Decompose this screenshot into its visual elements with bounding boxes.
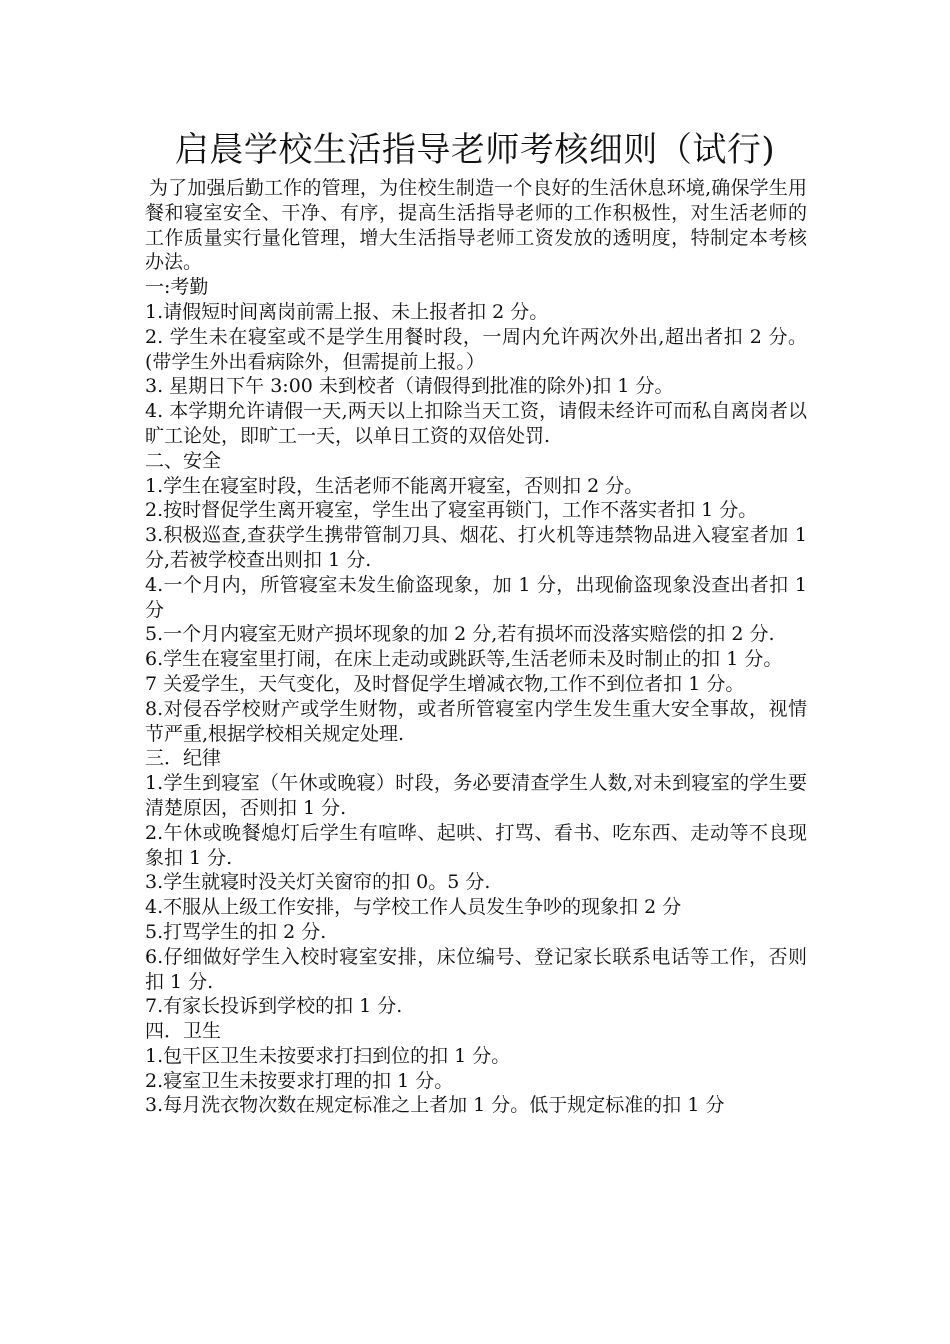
rule-item: 5.一个月内寝室无财产损坏现象的加 2 分,若有损坏而没落实赔偿的扣 2 分. (145, 623, 775, 646)
rule-item: 3.积极巡查,查获学生携带管制刀具、烟花、打火机等违禁物品进入寝室者加 1 分,若被学校查出则扣 1 分. (145, 524, 807, 571)
rule-item: 4.一个月内，所管寝室未发生偷盗现象，加 1 分，出现偷盗现象没查出者扣 1 分 (145, 573, 807, 621)
section-heading: 一:考勤 (145, 276, 209, 299)
section-hygiene (145, 1019, 807, 1118)
rule-item: 1.学生在寝室时段，生活老师不能离开寝室，否则扣 2 分。 (145, 474, 644, 497)
rule-item: 2.午休或晚餐熄灯后学生有喧哗、起哄、打骂、看书、吃东西、走动等不良现象扣 1 分. (145, 821, 807, 869)
document-title: 启晨学校生活指导老师考核细则（试行) (174, 130, 776, 170)
rule-item: 1.请假短时间离岗前需上报、未上报者扣 2 分。 (145, 300, 549, 323)
rule-item: 7.有家长投诉到学校的扣 1 分. (145, 995, 403, 1018)
section-discipline (145, 746, 807, 1019)
document-body (145, 176, 807, 1118)
section-attendance (145, 275, 807, 449)
rule-item: 2.寝室卫生未按要求打理的扣 1 分。 (145, 1069, 454, 1092)
rule-item: 1.包干区卫生未按要求打扫到位的扣 1 分。 (145, 1044, 511, 1067)
rule-item: 6.学生在寝室里打闹，在床上走动或跳跃等,生活老师未及时制止的扣 1 分。 (145, 648, 783, 671)
section-heading: 二、安全 (145, 449, 222, 472)
rule-item: 6.仔细做好学生入校时寝室安排，床位编号、登记家长联系电话等工作，否则扣 1 分. (145, 945, 807, 993)
section-safety (145, 449, 807, 747)
rule-item: 8.对侵吞学校财产或学生财物，或者所管寝室内学生发生重大安全事故，视情节严重,根据学校相关规定处理. (145, 697, 807, 745)
rule-item: 3.每月洗衣物次数在规定标准之上者加 1 分。低于规定标准的扣 1 分 (145, 1094, 725, 1117)
rule-item: 7 关爱学生，天气变化，及时督促学生增减衣物,工作不到位者扣 1 分。 (145, 672, 745, 695)
rule-item: 3.学生就寝时没关灯关窗帘的扣 0。5 分. (145, 871, 491, 894)
section-heading: 四．卫生 (145, 1020, 222, 1043)
rule-item: 2.按时督促学生离开寝室，学生出了寝室再锁门，工作不落实者扣 1 分。 (145, 499, 758, 522)
rule-item: 5.打骂学生的扣 2 分. (145, 920, 327, 943)
section-heading: 三．纪律 (145, 747, 222, 770)
rule-item: 4. 本学期允许请假一天,两天以上扣除当天工资，请假未经许可而私自离岗者以旷工论处，即旷工一天，以单日工资的双倍处罚. (145, 400, 807, 447)
rule-item: 3. 星期日下午 3:00 未到校者（请假得到批准的除外)扣 1 分。 (145, 375, 674, 398)
intro-paragraph: 为了加强后勤工作的管理，为住校生制造一个良好的生活休息环境,确保学生用餐和寝室安全、干净、有序，提高生活指导老师的工作积极性，对生活老师的工作质量实行量化管理，增大生活指导老师工资发放的透明度，特制定本考核办法。 (145, 177, 807, 274)
rule-item: 2. 学生未在寝室或不是学生用餐时段，一周内允许两次外出,超出者扣 2 分。(带学生外出看病除外，但需提前上报。） (145, 325, 807, 373)
rule-item: 1.学生到寝室（午休或晚寝）时段，务必要清查学生人数,对未到寝室的学生要清楚原因，否则扣 1 分. (145, 772, 807, 819)
rule-item: 4.不服从上级工作安排，与学校工作人员发生争吵的现象扣 2 分 (145, 896, 682, 919)
